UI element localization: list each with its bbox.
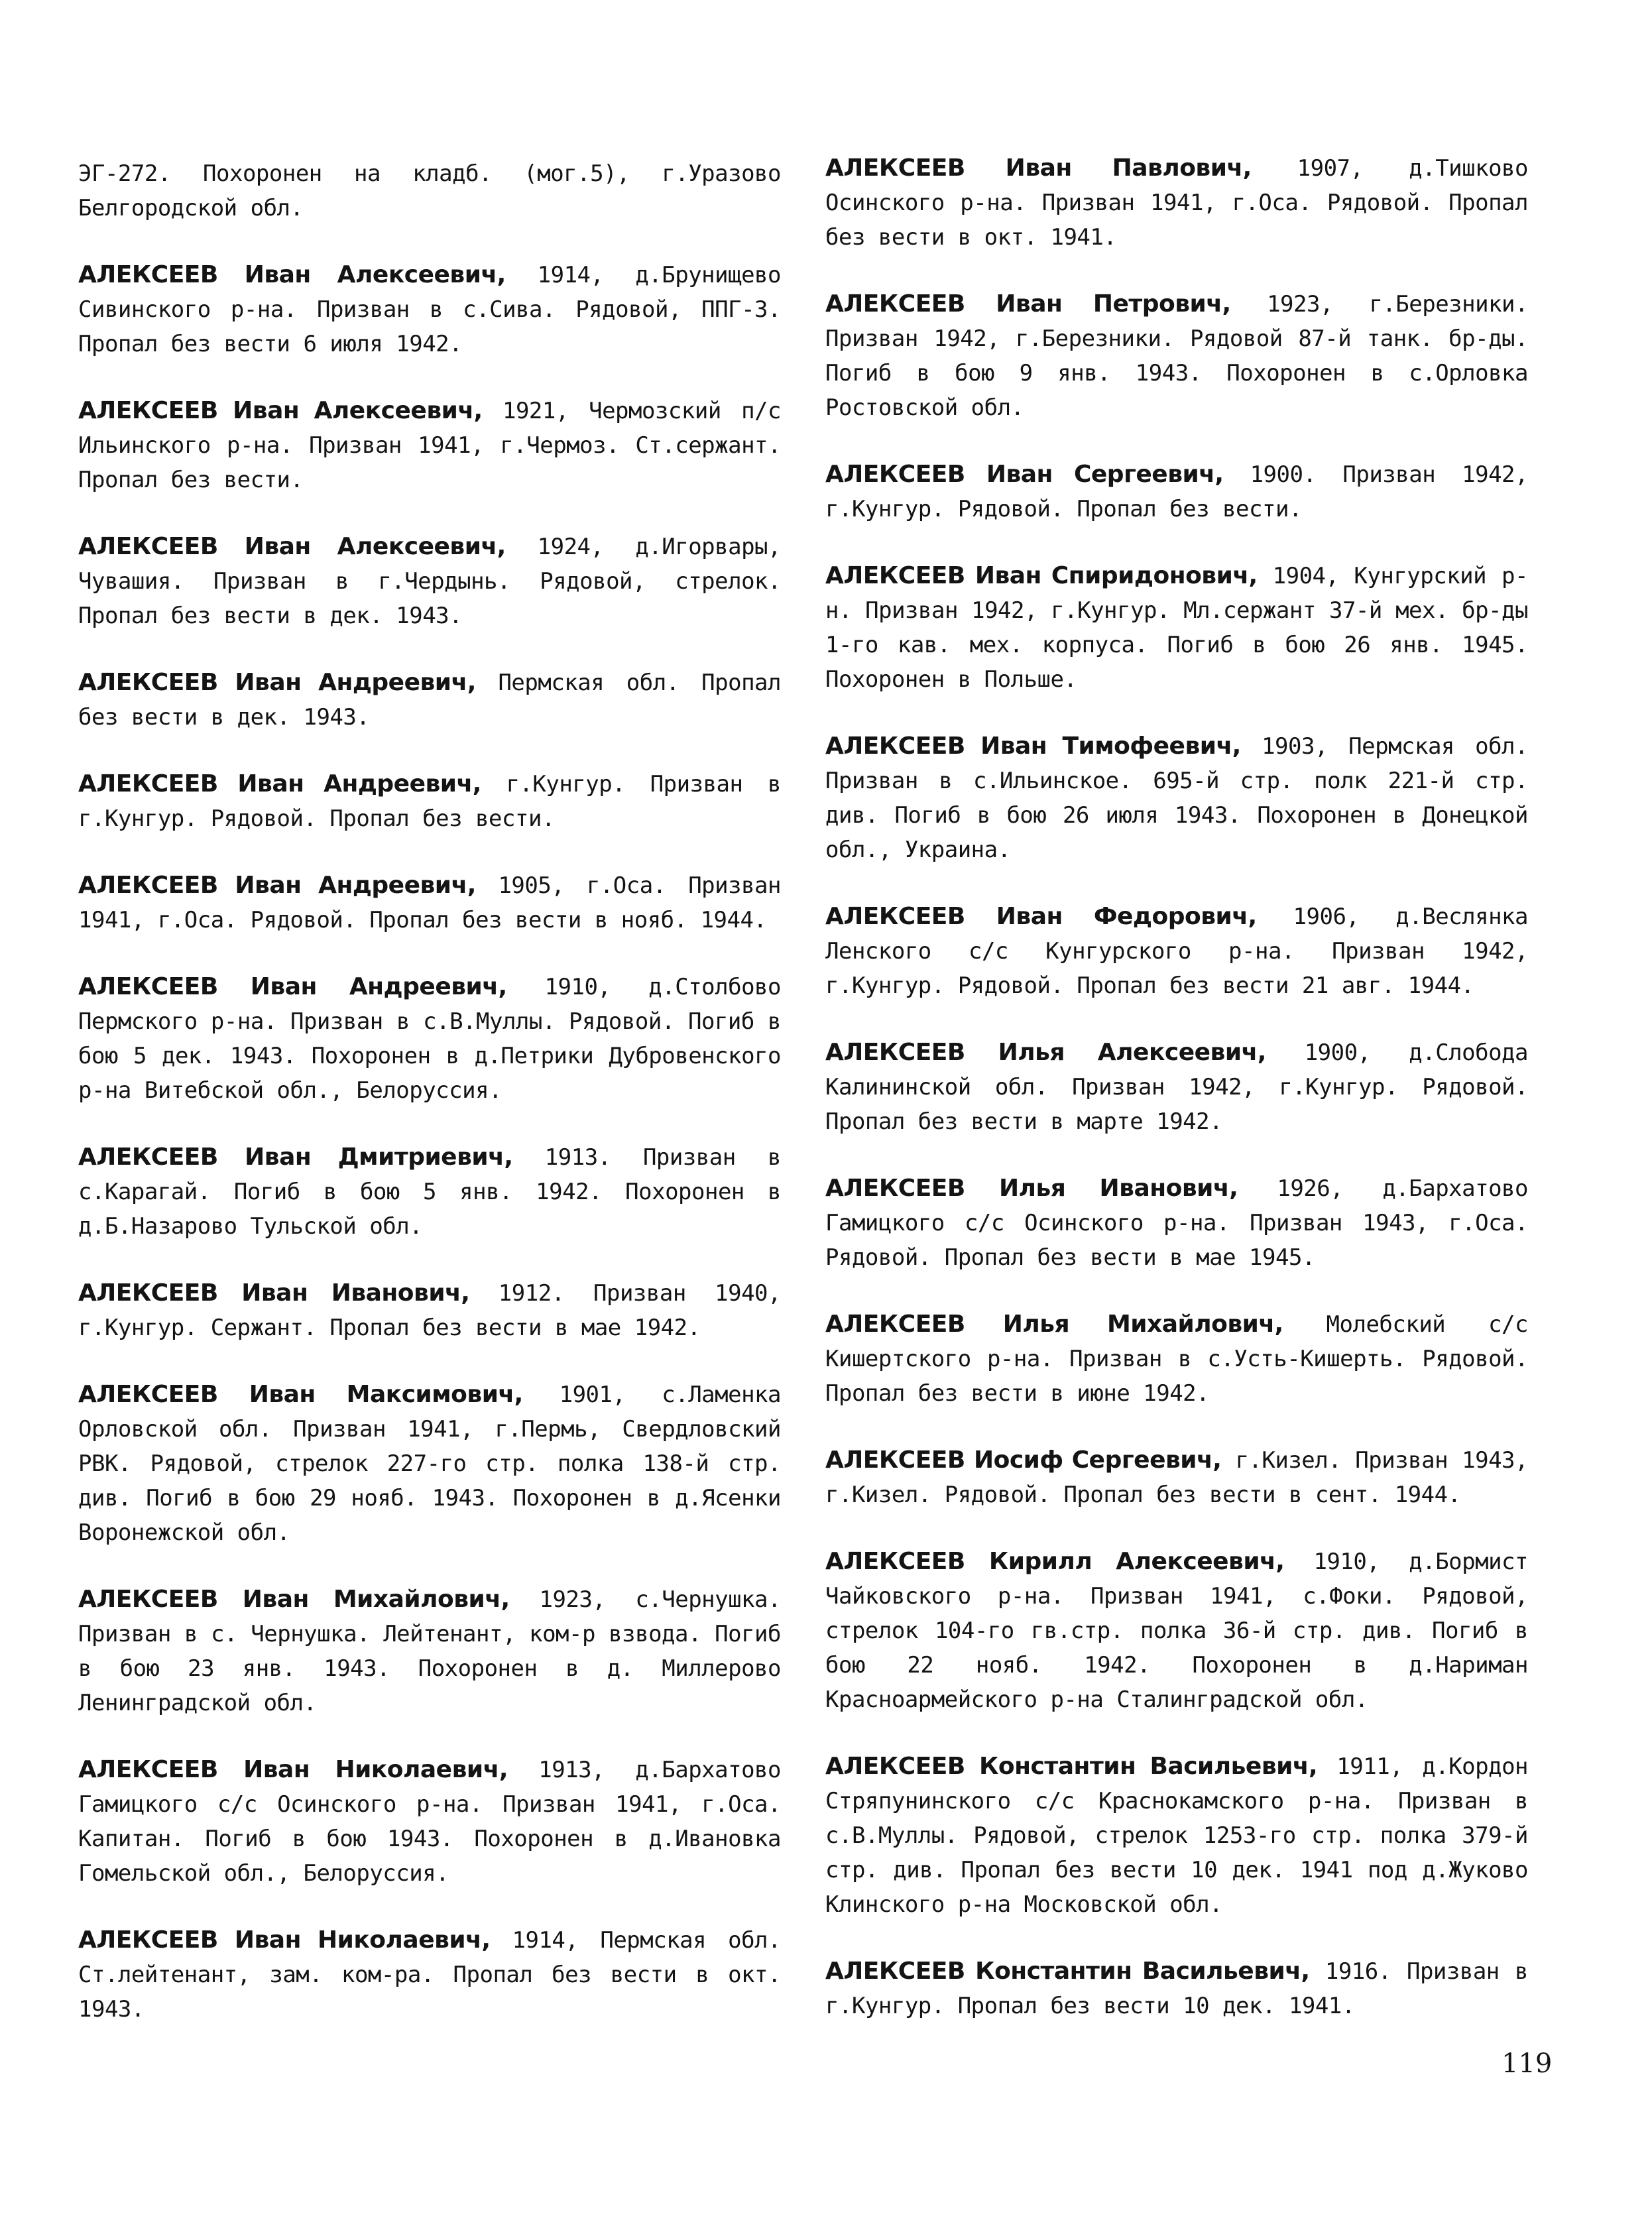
- entry-name: АЛЕКСЕЕВ Иван Михайлович,: [78, 1586, 510, 1613]
- entry-name: АЛЕКСЕЕВ Иван Петрович,: [825, 290, 1231, 318]
- entry: [78, 1140, 781, 1244]
- entry-name: АЛЕКСЕЕВ Иван Максимович,: [78, 1381, 523, 1408]
- entry-text: 1913. Призван в с.Карагай. Погиб в бою 5 янв. 1942. Похоронен в д.Б.Назарово Тульской обл.: [78, 1144, 781, 1240]
- entry-name: АЛЕКСЕЕВ Иван Дмитриевич,: [78, 1144, 513, 1171]
- entry-text: 1923, г.Березники. Призван 1942, г.Березники. Рядовой 87-й танк. бр-ды. Погиб в бою 9 янв. 1943. Похоронен в с.Орловка Ростовской обл.: [825, 291, 1528, 421]
- entry-text: 1900, д.Слобода Калининской обл. Призван 1942, г.Кунгур. Рядовой. Пропал без вести в марте 1942.: [825, 1039, 1528, 1135]
- page-number: 119: [1502, 2048, 1553, 2079]
- entry: [825, 1954, 1528, 2023]
- entry: [825, 1545, 1528, 1717]
- entry-name: АЛЕКСЕЕВ Иван Алексеевич,: [78, 261, 506, 288]
- entry-name: АЛЕКСЕЕВ Илья Алексеевич,: [825, 1039, 1266, 1066]
- entry: [825, 1035, 1528, 1139]
- entry-name: АЛЕКСЕЕВ Иван Спиридонович,: [825, 562, 1258, 589]
- entry: [78, 1378, 781, 1550]
- entry: [78, 1923, 781, 2027]
- entry-name: АЛЕКСЕЕВ Илья Михайлович,: [825, 1311, 1283, 1338]
- entry: [78, 1753, 781, 1891]
- entry-name: АЛЕКСЕЕВ Иван Тимофеевич,: [825, 733, 1241, 760]
- entry-text: 1910, д.Бормист Чайковского р-на. Призван 1941, с.Фоки. Рядовой, стрелок 104-го гв.стр. полка 36-й стр. див. Погиб в бою 22 нояб. 1942. Похоронен в д.Нариман Красноармейского р-на Сталинградской обл.: [825, 1549, 1528, 1713]
- entry-text: 1926, д.Бархатово Гамицкого с/с Осинского р-на. Призван 1943, г.Оса. Рядовой. Пропал без вести в мае 1945.: [825, 1175, 1528, 1271]
- entry-text: 1903, Пермская обл. Призван в с.Ильинское. 695-й стр. полк 221-й стр. див. Погиб в бою 26 июля 1943. Похоронен в Донецкой обл., Украина.: [825, 733, 1528, 863]
- entry-name: АЛЕКСЕЕВ Иван Иванович,: [78, 1279, 470, 1307]
- entry-text: 1901, с.Ламенка Орловской обл. Призван 1941, г.Пермь, Свердловский РВК. Рядовой, стрелок 227-го стр. полка 138-й стр. див. Погиб в бою 29 нояб. 1943. Похоронен в д.Ясенки Воронежской обл.: [78, 1382, 781, 1546]
- entry-name: АЛЕКСЕЕВ Иван Андреевич,: [78, 872, 476, 899]
- entry: [825, 559, 1528, 697]
- entry-text: 1911, д.Кордон Стряпунинского с/с Краснокамского р-на. Призван в с.В.Муллы. Рядовой, стрелок 1253-го стр. полка 379-й стр. див. Пропал без вести 10 дек. 1941 под д.Жуково Клинского р-на Московской обл.: [825, 1753, 1529, 1918]
- entry: [825, 1749, 1528, 1922]
- entry-name: АЛЕКСЕЕВ Иван Николаевич,: [78, 1926, 491, 1954]
- entry-name: АЛЕКСЕЕВ Иван Федорович,: [825, 903, 1257, 930]
- entry: [825, 1307, 1528, 1411]
- entry-text: 1912. Призван 1940, г.Кунгур. Сержант. Пропал без вести в мае 1942.: [78, 1280, 782, 1341]
- entry-text: Молебский с/с Кишертского р-на. Призван в с.Усть-Кишерть. Рядовой. Пропал без вести в июне 1942.: [825, 1311, 1528, 1407]
- entry-name: АЛЕКСЕЕВ Иван Николаевич,: [78, 1756, 508, 1783]
- entry: [78, 767, 781, 836]
- entry-text: Пермская обл. Пропал без вести в дек. 1943.: [78, 670, 781, 731]
- entry: [825, 151, 1528, 255]
- entry: [78, 970, 781, 1108]
- entry: [78, 394, 781, 497]
- entry-name: АЛЕКСЕЕВ Иван Алексеевич,: [78, 533, 506, 560]
- entry-text: 1914, Пермская обл. Ст.лейтенант, зам. ком-ра. Пропал без вести в окт. 1943.: [78, 1927, 781, 2023]
- entry-text: 1904, Кунгурский р-н. Призван 1942, г.Кунгур. Мл.сержант 37-й мех. бр-ды 1-го кав. мех. корпуса. Погиб в бою 26 янв. 1945. Похоронен в Польше.: [825, 563, 1528, 693]
- entry: [78, 1582, 781, 1720]
- right-column: [825, 151, 1528, 2056]
- entry-text: 1921, Чермозский п/с Ильинского р-на. Призван 1941, г.Чермоз. Ст.сержант. Пропал без вести.: [78, 398, 781, 493]
- entry-text: 1924, д.Игорвары, Чувашия. Призван в г.Чердынь. Рядовой, стрелок. Пропал без вести в дек. 1943.: [78, 534, 781, 629]
- entry: [825, 457, 1528, 526]
- left-column: [78, 156, 781, 2059]
- entry-text: 1905, г.Оса. Призван 1941, г.Оса. Рядовой. Пропал без вести в нояб. 1944.: [78, 872, 781, 933]
- entry: [825, 900, 1528, 1003]
- entry-name: АЛЕКСЕЕВ Иван Андреевич,: [78, 669, 476, 696]
- entry-name: АЛЕКСЕЕВ Кирилл Алексеевич,: [825, 1548, 1285, 1575]
- entry-name: АЛЕКСЕЕВ Константин Васильевич,: [825, 1753, 1318, 1780]
- entry-text: 1923, с.Чернушка. Призван в с. Чернушка. Лейтенант, ком-р взвода. Погиб в бою 23 янв. 1943. Похоронен в д. Миллерово Ленинградской обл.: [78, 1586, 781, 1716]
- entry-name: АЛЕКСЕЕВ Иван Андреевич,: [78, 770, 481, 797]
- entry-text: ЭГ-272. Похоронен на кладб. (мог.5), г.Уразово Белгородской обл.: [78, 160, 781, 221]
- entry-text: 1914, д.Брунищево Сивинского р-на. Призван в с.Сива. Рядовой, ППГ-3. Пропал без вести 6 июля 1942.: [78, 262, 781, 357]
- entry: [825, 1443, 1528, 1512]
- entry: [825, 729, 1528, 867]
- entry-text: 1907, д.Тишково Осинского р-на. Призван 1941, г.Оса. Рядовой. Пропал без вести в окт. 1941.: [825, 155, 1528, 251]
- entry-name: АЛЕКСЕЕВ Иван Сергеевич,: [825, 461, 1224, 488]
- entry-text: 1906, д.Веслянка Ленского с/с Кунгурского р-на. Призван 1942, г.Кунгур. Рядовой. Пропал без вести 21 авг. 1944.: [825, 904, 1528, 999]
- entry-name: АЛЕКСЕЕВ Иван Павлович,: [825, 154, 1252, 182]
- entry-text: 1913, д.Бархатово Гамицкого с/с Осинского р-на. Призван 1941, г.Оса. Капитан. Погиб в бою 1943. Похоронен в д.Ивановка Гомельской обл., Белоруссия.: [78, 1757, 781, 1887]
- entry: [825, 1171, 1528, 1275]
- entry: [78, 258, 781, 361]
- entry-text: 1910, д.Столбово Пермского р-на. Призван в с.В.Муллы. Рядовой. Погиб в бою 5 дек. 1943. Похоронен в д.Петрики Дубровенского р-на Витебской обл., Белоруссия.: [78, 974, 781, 1104]
- entry: [78, 530, 781, 633]
- entry: [78, 868, 781, 937]
- entry-name: АЛЕКСЕЕВ Константин Васильевич,: [825, 1958, 1310, 1985]
- entry-name: АЛЕКСЕЕВ Илья Иванович,: [825, 1175, 1238, 1202]
- entry-name: АЛЕКСЕЕВ Иосиф Сергеевич,: [825, 1446, 1222, 1474]
- entry-name: АЛЕКСЕЕВ Иван Андреевич,: [78, 973, 507, 1000]
- entry: [78, 156, 781, 225]
- entry-text: г.Кизел. Призван 1943, г.Кизел. Рядовой. Пропал без вести в сент. 1944.: [825, 1447, 1528, 1508]
- entry: [78, 1276, 781, 1345]
- entry-text: г.Кунгур. Призван в г.Кунгур. Рядовой. Пропал без вести.: [78, 771, 781, 832]
- entry: [825, 287, 1528, 425]
- entry-text: 1916. Призван в г.Кунгур. Пропал без вести 10 дек. 1941.: [825, 1958, 1528, 2019]
- entry: [78, 666, 781, 735]
- entry-name: АЛЕКСЕЕВ Иван Алексеевич,: [78, 397, 483, 424]
- entry-text: 1900. Призван 1942, г.Кунгур. Рядовой. Пропал без вести.: [825, 461, 1528, 522]
